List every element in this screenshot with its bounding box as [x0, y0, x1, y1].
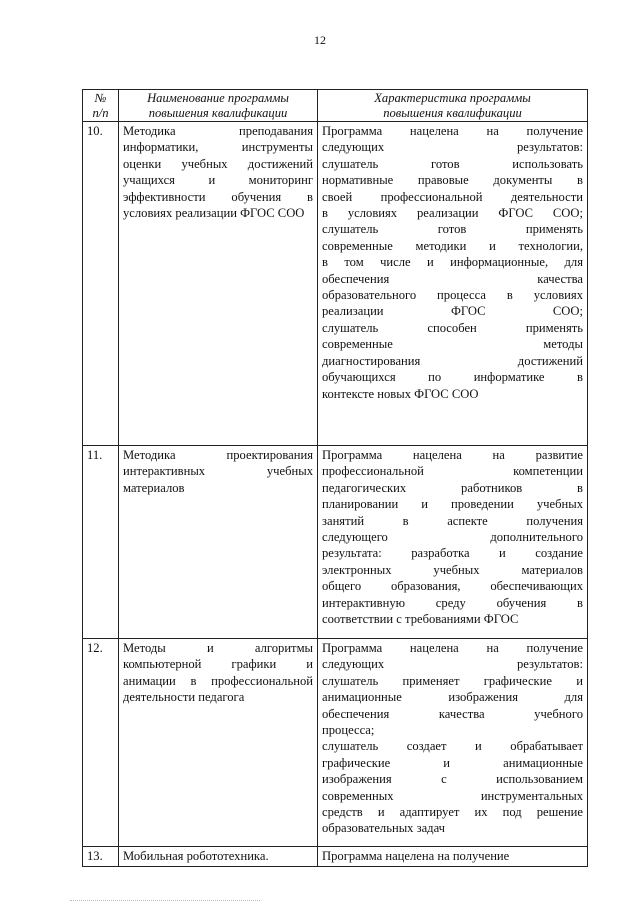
program-name-text: Методы и алгоритмы компьютерной графики и анимации в профессиональной деятельности педагога	[123, 641, 313, 705]
header-name-line: повышения квалификации	[148, 106, 288, 120]
description-line: слушатель готов использовать	[322, 156, 583, 171]
program-description	[318, 639, 588, 847]
row-number: 11.	[83, 446, 119, 639]
description-line: слушатель создает и обрабатывает	[322, 739, 583, 754]
page-number: 12	[314, 33, 326, 47]
description-line: следующих результатов:	[322, 657, 583, 672]
description-line: Программа нацелена на получение	[322, 641, 583, 655]
description-line: в условиях реализации ФГОС СОО;	[322, 206, 583, 221]
description-line: электронных учебных материалов	[322, 562, 583, 577]
program-name-text: Методика проектирования интерактивных учебных материалов	[123, 448, 313, 495]
description-line: профессиональной компетенции	[322, 464, 583, 479]
description-line: общего образования, обеспечивающих	[322, 579, 583, 594]
program-name	[119, 446, 318, 639]
description-line: средств и адаптирует их под решение	[322, 805, 583, 820]
program-name	[119, 639, 318, 847]
header-number	[83, 90, 119, 122]
description-line: обучающихся по информатике в	[322, 370, 583, 385]
description-line: контексте новых ФГОС СОО	[322, 386, 479, 401]
header-name-line: Наименование программы	[147, 91, 289, 105]
description-line: слушатель способен применять	[322, 320, 583, 335]
description-line: педагогических работников в	[322, 480, 583, 495]
description-line: слушатель применяет графические и	[322, 673, 583, 688]
description-line: Программа нацелена на получение	[322, 124, 583, 138]
description-line: в том числе и информационные, для	[322, 255, 583, 270]
table-header-row	[83, 90, 588, 122]
program-name-text: Методика преподавания информатики, инструменты оценки учебных достижений учащихся и мониторинг эффективности обучения в условиях реализации ФГОС СОО	[123, 124, 313, 221]
description-line: образовательных задач	[322, 821, 445, 836]
header-desc-line: повышения квалификации	[383, 106, 522, 120]
description-line: слушатель готов применять	[322, 222, 583, 237]
scan-artifact	[70, 894, 260, 901]
description-line: обеспечения качества учебного	[322, 706, 583, 721]
description-line: современных инструментальных	[322, 788, 583, 803]
header-desc-line: Характеристика программы	[374, 91, 531, 105]
description-line: планировании и проведении учебных	[322, 497, 583, 512]
header-number-line: п/п	[92, 106, 109, 120]
description-line: диагностирования достижений	[322, 353, 583, 368]
description-line: своей профессиональной деятельности	[322, 189, 583, 204]
table-row	[83, 847, 588, 867]
row-number: 10.	[83, 122, 119, 446]
description-line: графические и анимационные	[322, 755, 583, 770]
program-name-text: Мобильная робототехника.	[123, 849, 269, 863]
description-line: Программа нацелена на получение	[322, 849, 510, 863]
table-row	[83, 122, 588, 446]
programs-table	[82, 89, 588, 867]
table-row	[83, 639, 588, 847]
description-line: занятий в аспекте получения	[322, 513, 583, 528]
description-line: результата: разработка и создание	[322, 546, 583, 561]
description-line: следующих результатов:	[322, 140, 583, 155]
description-line: современные методы	[322, 337, 583, 352]
description-line: реализации ФГОС СОО;	[322, 304, 583, 319]
description-line: анимационные изображения для	[322, 690, 583, 705]
header-program-name	[119, 90, 318, 122]
program-description	[318, 122, 588, 446]
description-line: Программа нацелена на развитие	[322, 448, 583, 462]
header-number-line: №	[94, 91, 107, 105]
program-name	[119, 122, 318, 446]
program-description	[318, 446, 588, 639]
row-number: 13.	[83, 847, 119, 867]
row-number: 12.	[83, 639, 119, 847]
description-line: процесса;	[322, 723, 375, 738]
description-line: следующего дополнительного	[322, 530, 583, 545]
program-description	[318, 847, 588, 867]
program-name	[119, 847, 318, 867]
table-row	[83, 446, 588, 639]
description-line: современные методики и технологии,	[322, 238, 583, 253]
header-program-description	[318, 90, 588, 122]
description-line: образовательного процесса в условиях	[322, 288, 583, 303]
description-line: изображения с использованием	[322, 772, 583, 787]
description-line: обеспечения качества	[322, 271, 583, 286]
description-line: нормативные правовые документы в	[322, 173, 583, 188]
description-line: соответствии с требованиями ФГОС	[322, 612, 519, 627]
description-line: интерактивную среду обучения в	[322, 595, 583, 610]
